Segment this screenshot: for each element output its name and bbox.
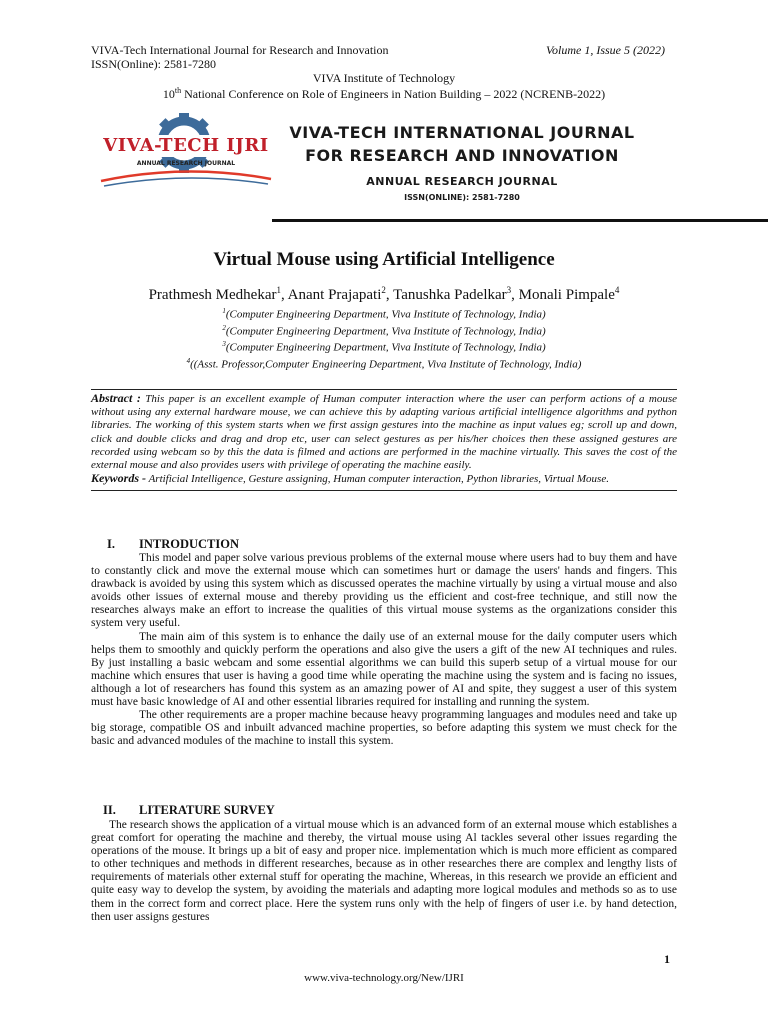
affiliation-line: $^2$(Computer Engineering Department, Viva Institute of Technology, India) [222, 323, 546, 338]
section-number-lit: II. [103, 803, 116, 817]
author-list: Prathmesh Medhekar$^1$, Anant Prajapati$^2$, Tanushka Padelkar$^3$, Monali Pimpale$^4$ [148, 285, 620, 303]
header-institute: VIVA Institute of Technology [312, 71, 456, 85]
author-affiliation-mark: 4 [614, 285, 620, 295]
paragraph: The main aim of this system is to enhance the daily use of an external mouse for the daily computer users which helps them to smoothly and quickly perform the operations and also give the users a gift of the new AI techniques and rules. By just installing a basic webcam and some essential algorithms we can build this superb setup of a virtual mouse for our machine which ensures that user is having a good time while operating the machine using the system and is facing no issues, although a lot of researchers has found this system as an amazing power of AI and spite, they suggest a user of this system must have basic knowledge of AI and other essential libraries required for installing and running the system. [91, 630, 677, 709]
paragraph: This model and paper solve various previous problems of the external mouse where users had to buy them and have to constantly click and move the external mouse which can sometimes hurt or damage the users' hands and fingers. This drawback is avoided by using this system which as discussed operates the machine virtually by using a virtual mouse and also avoids other issues of external mouse and thereby providing us the efficient and cost-free technique, and still now the researches always make an effort to increase the qualities of this virtual mouse systems as the organizations consider this system very useful. [91, 552, 677, 630]
journal-issn: ISSN(ONLINE): 2581-7280 [404, 193, 520, 202]
brand-name: VIVA-TECH IJRI [103, 135, 269, 156]
author-name: Anant Prajapati [287, 287, 382, 303]
author-affiliation-mark: 1 [276, 285, 281, 295]
journal-title: VIVA-TECH INTERNATIONAL JOURNAL FOR RESEARCH AND INNOVATION [289, 123, 635, 165]
banner-divider [272, 219, 768, 222]
header-conference: 10th National Conference on Role of Engineers in Nation Building – 2022 (NCRENB-2022) [162, 86, 606, 101]
brand-tagline: ANNUAL RESEARCH JOURNAL [136, 160, 236, 167]
keywords: Keywords - Artificial Intelligence, Gesture assigning, Human computer interaction, Python libraries, Virtual Mouse. [91, 471, 609, 486]
author-affiliation-mark: 2 [381, 285, 386, 295]
footer-url: www.viva-technology.org/New/IJRI [304, 972, 464, 984]
section-number-intro: I. [107, 537, 115, 551]
section-heading-lit: LITERATURE SURVEY [139, 803, 275, 817]
affiliation-list [0, 305, 768, 372]
paper-title: Virtual Mouse using Artificial Intelligence [213, 249, 555, 270]
header-volume: Volume 1, Issue 5 (2022) [546, 43, 665, 57]
affiliation-line: $^1$(Computer Engineering Department, Viva Institute of Technology, India) [222, 307, 546, 321]
page-number: 1 [664, 952, 670, 966]
abstract-text: Abstract : This paper is an excellent example of Human computer interaction where the user can perform actions of a mouse without using any external hardware mouse, we can achieve this by adapting various artificial intelligence algorithms and python libraries. The working of this system starts when we first assign gestures into the machine as input values eg; scroll up and down, click and double clicks and drag and drop etc, user can select gestures as per his/her choices then these assigned gestures are recorded using webcam so by this the data is filmed and actions are performed in the machine virtually. This saves the cost of the external mouse and also provides users with privilege of operating the machine easily. [91, 391, 678, 472]
paragraph: The other requirements are a proper machine because heavy programming languages and modules need and take up big storage, compatible OS and inbuilt advanced machine properties, so before adapting this system we must check for the basic and advanced modules of the machine to install this system. [91, 709, 677, 748]
affiliation-line: $^4$((Asst. Professor,Computer Engineering Department, Viva Institute of Technology, India) [186, 356, 582, 371]
journal-banner [96, 113, 676, 231]
affiliation-line: $^3$(Computer Engineering Department, Viva Institute of Technology, India) [222, 340, 546, 354]
journal-subtitle: ANNUAL RESEARCH JOURNAL [366, 175, 558, 188]
abstract-block [91, 389, 677, 491]
lit-body [91, 819, 677, 924]
section-heading-intro: INTRODUCTION [139, 537, 240, 551]
keywords-label: Keywords - [91, 471, 146, 486]
header-issn: ISSN(Online): 2581-7280 [91, 57, 216, 71]
author-name: Monali Pimpale [518, 287, 615, 303]
intro-body [91, 552, 677, 748]
abstract-label: Abstract : [91, 391, 141, 405]
author-name: Tanushka Padelkar [393, 287, 507, 303]
author-affiliation-mark: 3 [506, 285, 512, 295]
author-name: Prathmesh Medhekar [148, 287, 277, 303]
header-journal-name: VIVA-Tech International Journal for Research and Innovation [91, 43, 389, 57]
paragraph: The research shows the application of a virtual mouse which is an advanced form of an external mouse which establishes a great comfort for operating the machine and thereby, the virtual mouse using Al tackles several other issues regarding the operations of the mouse. It brings up a bit of easy and proper nice. implementation which is much more efficient as compared to other techniques and methods in different researches, because as in other researches there are complex and lengthy lists of requirements of materials other external stuff for operating the machine, Whereas, in this research we provide an efficient and quite easy way to develop the system, by avoiding the materials and adapting more logical modules and methods so as to use them in the correct form and correct place. Here the system runs only with the help of fingers of user i.e. by hand detection, then user assigns gestures [91, 819, 677, 923]
